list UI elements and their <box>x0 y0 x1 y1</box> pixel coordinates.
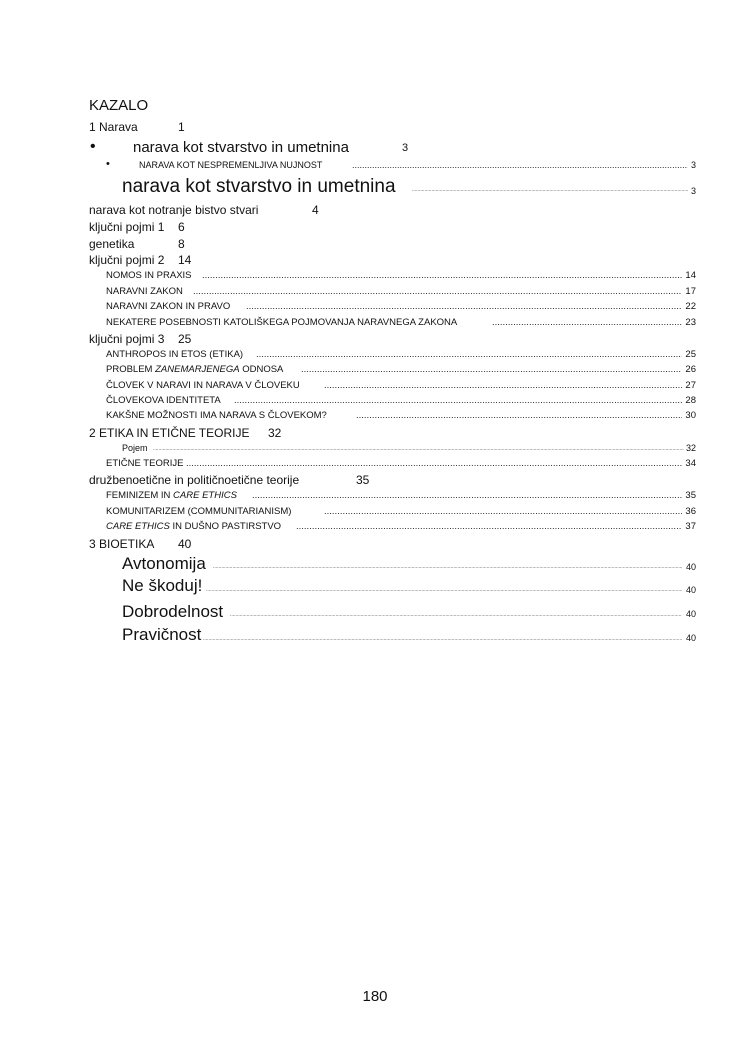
toc-entry-page: 32 <box>268 426 282 440</box>
toc-entry-page: 35 <box>356 473 370 487</box>
toc-entry-title[interactable]: ČLOVEKOVA IDENTITETA <box>106 395 221 406</box>
toc-entry-page: 26 <box>685 364 696 375</box>
bullet-icon: • <box>106 158 110 170</box>
toc-entry-title[interactable]: 3 BIOETIKA <box>89 537 155 551</box>
toc-entry-title[interactable]: NARAVA KOT NESPREMENLJIVA NUJNOST <box>139 160 323 170</box>
dot-leader <box>324 506 682 517</box>
toc-entry-page: 17 <box>685 286 696 297</box>
dot-leader <box>230 612 682 618</box>
toc-entry-page: 40 <box>685 562 696 572</box>
toc-entry-title[interactable] <box>106 490 237 501</box>
toc-entry-text-italic: CARE ETHICS <box>106 521 170 532</box>
toc-entry-title[interactable]: Pojem <box>122 443 148 453</box>
toc-entry-title[interactable]: NEKATERE POSEBNOSTI KATOLIŠKEGA POJMOVANJA NARAVNEGA ZAKONA <box>106 317 458 328</box>
toc-entry-page: 40 <box>685 609 696 619</box>
toc-entry-text-italic: ZANEMARJENEGA <box>155 364 240 375</box>
dot-leader <box>252 490 682 501</box>
toc-entry-title[interactable]: narava kot stvarstvo in umetnina <box>133 139 349 156</box>
toc-entry-page: 14 <box>178 253 192 267</box>
toc-entry-title[interactable]: KOMUNITARIZEM (COMMUNITARIANISM) <box>106 506 292 517</box>
toc-entry-page: 1 <box>178 120 185 134</box>
dot-leader <box>301 364 682 375</box>
toc-entry-page: 3 <box>690 160 696 170</box>
toc-entry-title[interactable]: ČLOVEK V NARAVI IN NARAVA V ČLOVEKU <box>106 380 300 391</box>
toc-entry-page: 25 <box>685 349 696 360</box>
toc-entry-page: 4 <box>312 203 319 217</box>
dot-leader <box>193 286 682 297</box>
toc-entry-title[interactable]: NARAVNI ZAKON <box>106 286 183 297</box>
toc-entry-title[interactable]: ključni pojmi 3 <box>89 332 165 346</box>
toc-entry-page: 3 <box>402 142 409 154</box>
dot-leader <box>206 587 682 593</box>
toc-entry-page: 23 <box>685 317 696 328</box>
dot-leader <box>412 187 688 193</box>
toc-entry-title[interactable] <box>106 364 283 375</box>
dot-leader <box>246 301 682 312</box>
toc-entry-title[interactable]: ključni pojmi 2 <box>89 253 165 267</box>
toc-entry-page: 6 <box>178 220 185 234</box>
toc-entry-page: 34 <box>685 458 696 469</box>
toc-entry-title[interactable]: NARAVNI ZAKON IN PRAVO <box>106 301 231 312</box>
toc-entry-page: 37 <box>685 521 696 532</box>
toc-entry-page: 8 <box>178 237 185 251</box>
toc-entry-title[interactable]: ETIČNE TEORIJE <box>106 458 184 469</box>
dot-leader <box>256 349 682 360</box>
dot-leader <box>186 458 682 469</box>
toc-entry-title[interactable]: narava kot notranje bistvo stvari <box>89 203 259 217</box>
toc-entry-title[interactable]: ANTHROPOS IN ETOS (ETIKA) <box>106 349 244 360</box>
bullet-icon: • <box>90 138 96 155</box>
dot-leader <box>234 395 682 406</box>
dot-leader <box>202 270 682 281</box>
toc-entry-title[interactable]: KAKŠNE MOŽNOSTI IMA NARAVA S ČLOVEKOM? <box>106 410 327 421</box>
toc-entry-title[interactable]: narava kot stvarstvo in umetnina <box>122 176 396 197</box>
toc-entry-page: 25 <box>178 332 192 346</box>
toc-heading: KAZALO <box>89 97 149 114</box>
dot-leader <box>153 446 684 452</box>
toc-entry-page: 3 <box>690 186 696 196</box>
dot-leader <box>213 564 682 570</box>
toc-entry-text-italic: CARE ETHICS <box>173 490 237 501</box>
toc-entry-title[interactable]: Dobrodelnost <box>122 602 224 621</box>
toc-entry-page: 40 <box>685 633 696 643</box>
toc-entry-title[interactable]: ključni pojmi 1 <box>89 220 165 234</box>
toc-entry-page: 32 <box>685 443 696 453</box>
dot-leader <box>203 636 682 642</box>
toc-entry-page: 28 <box>685 395 696 406</box>
toc-entry-title[interactable]: Ne škoduj! <box>122 576 203 595</box>
dot-leader <box>356 410 682 421</box>
toc-entry-page: 36 <box>685 506 696 517</box>
toc-entry-text: IN DUŠNO PASTIRSTVO <box>169 521 282 532</box>
toc-entry-page: 40 <box>178 537 192 551</box>
toc-entry-page: 40 <box>685 585 696 595</box>
page-number: 180 <box>362 988 388 1005</box>
toc-entry-page: 30 <box>685 410 696 421</box>
toc-entry-text: ODNOSA <box>239 364 284 375</box>
dot-leader <box>492 317 682 328</box>
toc-entry-title[interactable]: družbenoetične in političnoetične teorije <box>89 473 300 487</box>
toc-entry-title[interactable]: genetika <box>89 237 135 251</box>
toc-entry-title[interactable]: 2 ETIKA IN ETIČNE TEORIJE <box>89 426 250 440</box>
dot-leader <box>324 380 682 391</box>
dot-leader <box>352 160 688 170</box>
toc-entry-title[interactable]: 1 Narava <box>89 120 138 134</box>
toc-entry-title[interactable]: NOMOS IN PRAXIS <box>106 270 192 281</box>
toc-entry-page: 35 <box>685 490 696 501</box>
toc-entry-page: 27 <box>685 380 696 391</box>
toc-entry-title[interactable] <box>106 521 281 532</box>
toc-entry-title[interactable]: Avtonomija <box>122 554 206 573</box>
dot-leader <box>296 521 682 532</box>
toc-entry-text: FEMINIZEM IN <box>106 490 174 501</box>
toc-entry-text: PROBLEM <box>106 364 156 375</box>
toc-entry-title[interactable]: Pravičnost <box>122 625 202 644</box>
toc-entry-page: 14 <box>685 270 696 281</box>
toc-entry-page: 22 <box>685 301 696 312</box>
